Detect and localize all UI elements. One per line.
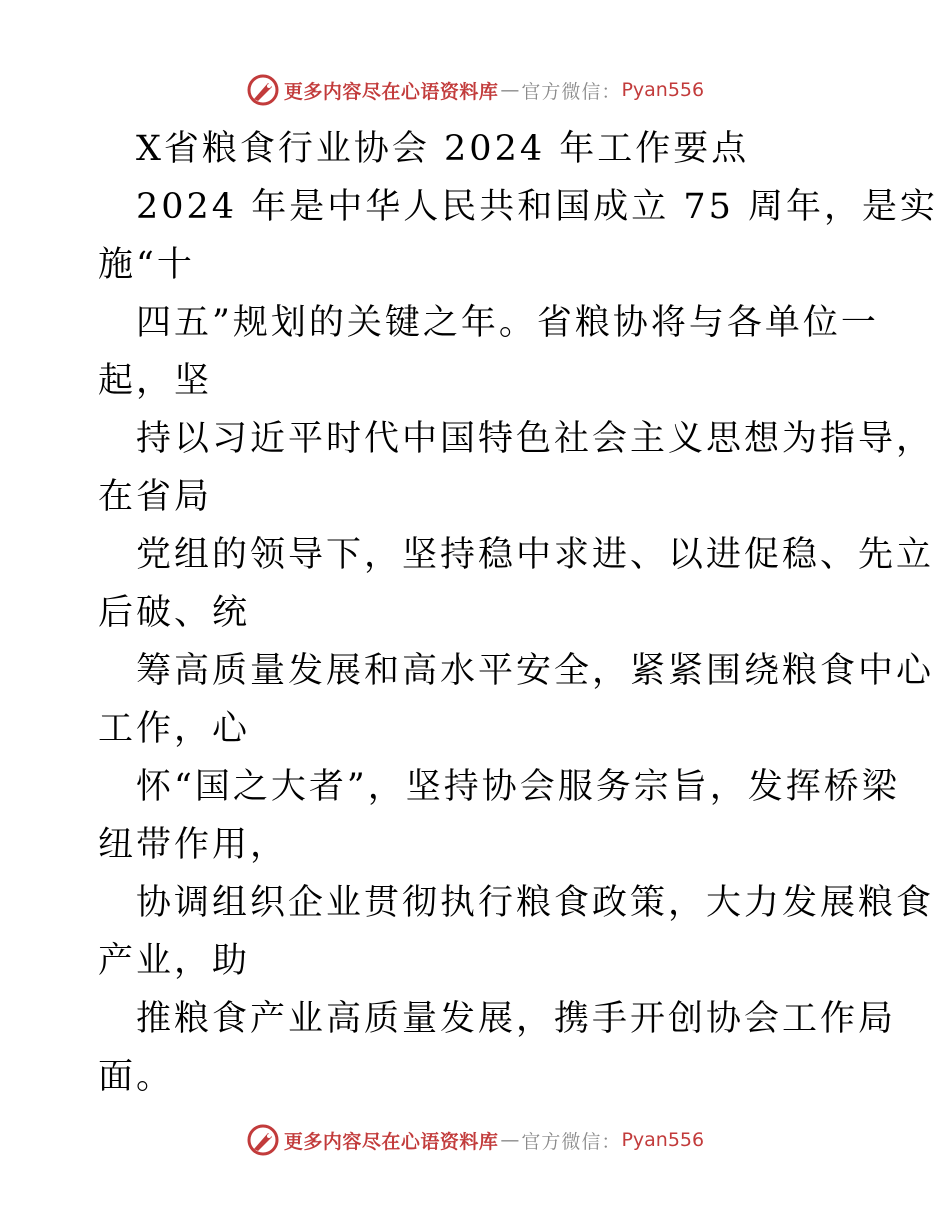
paragraph-line: 产业，助 — [98, 941, 251, 981]
paragraph-line: 2024 年是中华人民共和国成立 75 周年，是实 — [136, 187, 938, 227]
banner-account-label: 官方微信： — [521, 1130, 622, 1153]
pen-logo-icon — [246, 73, 280, 107]
paragraph-line: 面。 — [98, 1057, 175, 1097]
paragraph-line: 持以习近平时代中国特色社会主义思想为指导， — [136, 419, 935, 459]
banner-wechat-handle: Pyan556 — [621, 79, 705, 101]
paragraph-line: 筹高质量发展和高水平安全，紧紧围绕粮食中心 — [136, 651, 935, 691]
header-watermark-banner — [0, 70, 950, 110]
banner-promo-text: 更多内容尽在心语资料库 — [283, 1130, 499, 1153]
paragraph-line: 起，坚 — [98, 361, 213, 401]
banner-dash: — — [500, 79, 520, 101]
banner-wechat-handle: Pyan556 — [621, 1129, 705, 1151]
document-title: X省粮食行业协会 2024 年工作要点 — [136, 129, 750, 169]
banner-promo-text: 更多内容尽在心语资料库 — [283, 80, 499, 103]
paragraph-line: 在省局 — [98, 477, 213, 517]
paragraph-line: 纽带作用， — [98, 825, 289, 865]
footer-watermark-banner — [0, 1120, 950, 1160]
paragraph-line: 施“十 — [98, 245, 195, 285]
paragraph-line: 四五”规划的关键之年。省粮协将与各单位一 — [136, 303, 879, 343]
banner-account-label: 官方微信： — [521, 80, 622, 103]
banner-dash: — — [500, 1129, 520, 1151]
paragraph-line: 怀“国之大者”，坚持协会服务宗旨，发挥桥梁 — [136, 767, 900, 807]
document-body — [98, 120, 938, 1106]
paragraph-line: 工作，心 — [98, 709, 251, 749]
pen-logo-icon — [246, 1123, 280, 1157]
paragraph-line: 推粮食产业高质量发展，携手开创协会工作局 — [136, 999, 897, 1039]
paragraph-line: 党组的领导下，坚持稳中求进、以进促稳、先立 — [136, 535, 935, 575]
paragraph-line: 后破、统 — [98, 593, 251, 633]
paragraph-line: 协调组织企业贯彻执行粮食政策，大力发展粮食 — [136, 883, 935, 923]
